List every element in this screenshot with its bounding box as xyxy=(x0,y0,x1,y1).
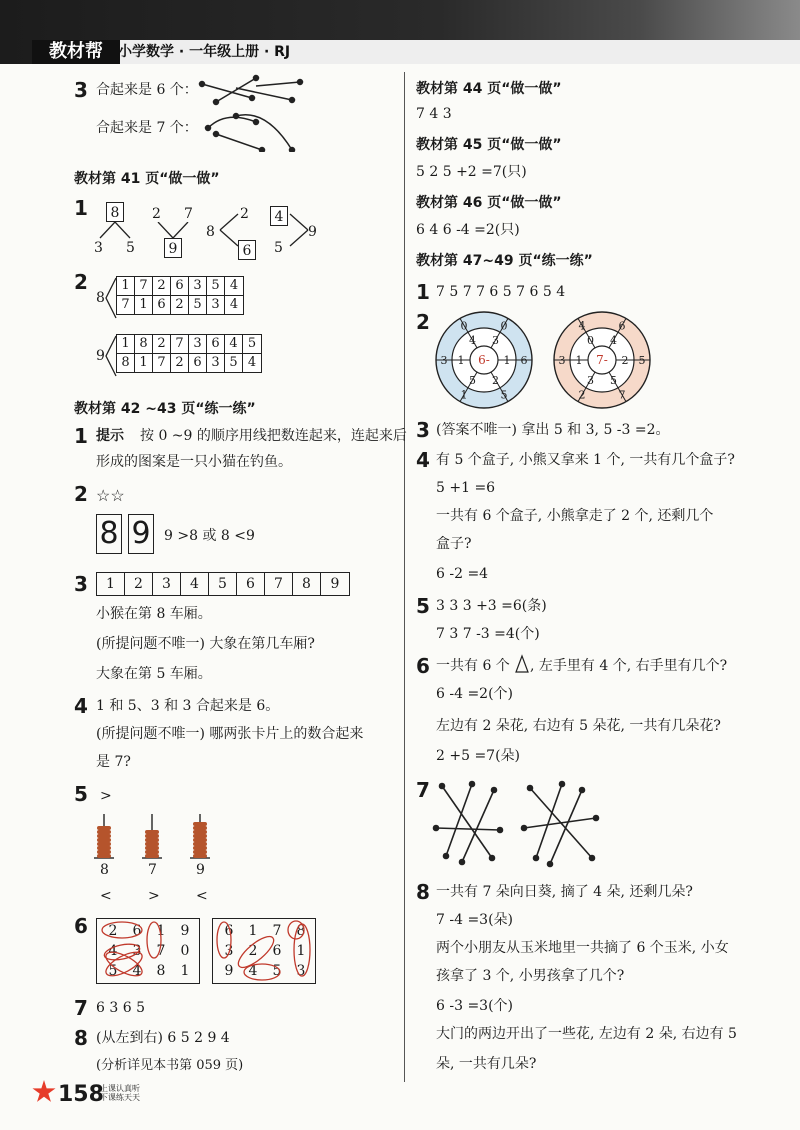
grid-cell: 7 xyxy=(156,943,166,959)
answer-text: 有 5 个盒子, 小熊又拿来 1 个, 一共有几个盒子? xyxy=(436,452,735,468)
crossing-lines-figure xyxy=(432,778,602,870)
grid-cell: 1 xyxy=(156,923,166,939)
answer-text: 朵, 一共有几朵? xyxy=(436,1056,537,1072)
answer-text: 小猴在第 8 车厢。 xyxy=(96,606,212,622)
table-cell: 2 xyxy=(153,277,171,295)
answer-text: 一共有 7 朵向日葵, 摘了 4 朵, 还剩几朵? xyxy=(436,884,693,900)
wheel-number: 4 xyxy=(578,319,586,333)
question-number: 7 xyxy=(416,778,430,802)
table-cell: 3 xyxy=(153,573,181,595)
answer-text: 6 -4 =2(个) xyxy=(436,686,514,702)
wheel-number: 1 xyxy=(575,354,583,367)
answer-text: 5 +1 =6 xyxy=(436,480,496,496)
question-number: 5 xyxy=(74,782,88,806)
wheel-number: 3 xyxy=(440,354,448,367)
table-cell: 1 xyxy=(117,277,135,295)
answer-text: 6 4 6 -4 =2(只) xyxy=(416,222,520,238)
grid-cell: 3 xyxy=(296,963,306,979)
wheel-number: 7 xyxy=(618,388,626,402)
wheel-number: 4 xyxy=(469,334,476,348)
comparison-sign: < xyxy=(196,888,208,904)
decomposition-table xyxy=(116,276,244,315)
table-cell: 2 xyxy=(125,573,153,595)
diagram-number: 9 xyxy=(308,224,317,240)
table-label: 8 xyxy=(96,290,105,306)
wheel-number: 2 xyxy=(492,373,499,387)
note-text: (分析详见本书第 059 页) xyxy=(96,1058,244,1073)
answer-text: (所提问题不唯一) 哪两张卡片上的数合起来 xyxy=(96,726,364,742)
diagram-number: 3 xyxy=(94,240,103,256)
table-cell: 2 xyxy=(153,335,171,353)
abacus-value: 7 xyxy=(148,862,157,878)
star-rating: ☆☆ xyxy=(96,486,125,505)
table-cell: 3 xyxy=(189,335,207,353)
abacus-value: 8 xyxy=(100,862,109,878)
table-cell: 6 xyxy=(153,296,171,314)
grid-cell: 8 xyxy=(156,963,166,979)
comparison-sign: < xyxy=(100,888,112,904)
table-cell: 5 xyxy=(247,336,257,351)
diagram-number: 5 xyxy=(274,240,283,256)
wheel-number: 5 xyxy=(500,388,508,402)
subtraction-wheel xyxy=(552,310,652,410)
table-cell: 6 xyxy=(171,277,189,295)
column-divider xyxy=(404,72,405,1082)
question-number: 6 xyxy=(74,914,88,938)
table-cell: 6 xyxy=(207,335,225,353)
table-cell: 7 xyxy=(135,277,153,295)
table-cell: 4 xyxy=(229,297,239,312)
section-title: 教材第 46 页“做一做” xyxy=(416,195,562,211)
question-number: 2 xyxy=(74,270,88,294)
page-number: 158 xyxy=(58,1082,104,1107)
table-cell: 1 xyxy=(117,335,135,353)
wheel-number: 5 xyxy=(610,373,617,387)
grid-cell: 1 xyxy=(180,963,190,979)
grid-cell: 6 xyxy=(132,923,142,939)
wheel-number: 0 xyxy=(460,319,468,333)
answer-text: 6 -3 =3(个) xyxy=(436,998,514,1014)
answer-text: 合起来是 6 个： xyxy=(96,82,198,98)
answer-text: 5 2 5 +2 =7(只) xyxy=(416,164,527,180)
diagram-box: 9 xyxy=(164,238,182,258)
answer-text: 合起来是 7 个： xyxy=(96,120,198,136)
table-cell: 7 xyxy=(117,296,135,314)
grid-cell: 7 xyxy=(272,923,282,939)
digit-card: 9 xyxy=(128,514,154,554)
comparison-sign: > xyxy=(148,888,160,904)
diagram-number: 7 xyxy=(184,206,193,222)
diagram-number: 2 xyxy=(240,206,249,222)
section-title: 教材第 41 页“做一做” xyxy=(74,171,220,187)
circled-pairs xyxy=(96,918,318,984)
wheel-number: 1 xyxy=(503,354,511,367)
answer-text: 两个小朋友从玉米地里一共摘了 6 个玉米, 小女 xyxy=(436,940,729,956)
grid-cell: 6 xyxy=(272,943,282,959)
subtraction-wheel xyxy=(434,310,534,410)
table-cell: 2 xyxy=(171,296,189,314)
question-number: 8 xyxy=(416,880,430,904)
grid-cell: 1 xyxy=(248,923,258,939)
table-cell: 8 xyxy=(117,354,135,372)
table-cell: 7 xyxy=(265,573,293,595)
wheel-number: 5 xyxy=(638,354,646,367)
diagram-box: 8 xyxy=(106,202,124,222)
matching-lines-figure xyxy=(196,72,306,152)
diagram-number: 2 xyxy=(152,206,161,222)
answer-text: 一共有 6 个 xyxy=(436,658,510,674)
question-number: 1 xyxy=(416,280,430,304)
table-cell: 6 xyxy=(237,573,265,595)
number-line xyxy=(96,572,350,596)
question-number: 4 xyxy=(416,448,430,472)
answer-text: 2 +5 =7(朵) xyxy=(436,748,521,764)
wheel-number: 2 xyxy=(578,388,586,402)
digit-card: 8 xyxy=(96,514,122,554)
wheel-number: 3 xyxy=(558,354,566,367)
table-cell: 4 xyxy=(229,278,239,293)
section-title: 教材第 44 页“做一做” xyxy=(416,81,562,97)
question-number: 7 xyxy=(74,996,88,1020)
table-cell: 5 xyxy=(225,354,243,372)
wheel-number: 2 xyxy=(621,354,629,367)
grid-cell: 4 xyxy=(132,963,142,979)
grid-cell: 5 xyxy=(108,963,118,979)
answer-text: 6 3 6 5 xyxy=(96,1000,145,1016)
diagram-box: 4 xyxy=(270,206,288,226)
abacus-figure xyxy=(92,812,222,860)
wheel-center-label: 6- xyxy=(478,353,490,367)
question-number: 3 xyxy=(74,78,88,102)
grid-cell: 3 xyxy=(224,943,234,959)
answer-text: , 左手里有 4 个, 右手里有几个? xyxy=(530,658,728,674)
table-cell: 1 xyxy=(135,296,153,314)
question-number: 4 xyxy=(74,694,88,718)
grid-cell: 5 xyxy=(272,963,282,979)
question-number: 1 xyxy=(74,196,88,220)
table-cell: 8 xyxy=(293,573,321,595)
question-number: 8 xyxy=(74,1026,88,1050)
answer-text: 7 -4 =3(朵) xyxy=(436,912,514,928)
grid-cell: 9 xyxy=(180,923,190,939)
table-cell: 2 xyxy=(171,354,189,372)
answer-text: 一共有 6 个盒子, 小熊拿走了 2 个, 还剩几个 xyxy=(436,508,714,524)
section-title: 教材第 42 ~43 页“练一练” xyxy=(74,401,256,417)
table-cell: 5 xyxy=(189,296,207,314)
table-cell: 4 xyxy=(225,335,243,353)
star-logo-icon xyxy=(32,1080,56,1104)
diagram-number: 5 xyxy=(126,240,135,256)
question-number: 3 xyxy=(416,418,430,442)
table-cell: 6 xyxy=(189,354,207,372)
brand-label: 教材帮 xyxy=(32,40,120,64)
answer-text: 盒子? xyxy=(436,536,472,552)
grid-cell: 9 xyxy=(224,963,234,979)
grid-cell: 1 xyxy=(296,943,306,959)
question-number: 2 xyxy=(74,482,88,506)
diagram-box: 6 xyxy=(238,240,256,260)
table-label: 9 xyxy=(96,348,105,364)
wheel-center-label: 7- xyxy=(596,353,608,367)
wheel-number: 5 xyxy=(469,373,476,387)
answer-text: 孩拿了 3 个, 小男孩拿了几个? xyxy=(436,968,625,984)
wheel-number: 4 xyxy=(610,334,617,348)
diagram-number: 8 xyxy=(206,224,215,240)
table-cell: 7 xyxy=(171,335,189,353)
section-title: 教材第 47~49 页“练一练” xyxy=(416,253,593,269)
table-cell: 5 xyxy=(209,573,237,595)
table-cell: 3 xyxy=(189,277,207,295)
answer-text: 大象在第 5 车厢。 xyxy=(96,666,212,682)
grid-cell: 2 xyxy=(248,943,258,959)
table-cell: 3 xyxy=(207,354,225,372)
answer-text: (从左到右) 6 5 2 9 4 xyxy=(96,1030,230,1046)
wheel-number: 1 xyxy=(457,354,465,367)
question-number: 1 xyxy=(74,424,88,448)
answer-text: 7 5 7 7 6 5 7 6 5 4 xyxy=(436,284,566,300)
answer-text: 7 4 3 xyxy=(416,106,452,122)
answer-text: (所提问题不唯一) 大象在第几车厢? xyxy=(96,636,315,652)
answer-text: 大门的两边开出了一些花, 左边有 2 朵, 右边有 5 xyxy=(436,1026,737,1042)
hint-label: 提示 xyxy=(96,428,124,444)
answer-text: 按 0 ~9 的顺序用线把数连起来，连起来后 xyxy=(140,428,407,444)
table-cell: 8 xyxy=(135,335,153,353)
grid-cell: 8 xyxy=(296,923,306,939)
answer-text: 7 3 7 -3 =4(个) xyxy=(436,626,540,642)
table-cell: 5 xyxy=(207,277,225,295)
grid-cell: 2 xyxy=(108,923,118,939)
answer-text: 形成的图案是一只小猫在钓鱼。 xyxy=(96,454,292,470)
answer-text: 3 3 3 +3 =6(条) xyxy=(436,598,547,614)
grid-cell: 3 xyxy=(132,943,142,959)
answer-text: 6 -2 =4 xyxy=(436,566,489,582)
question-number: 6 xyxy=(416,654,430,678)
wheel-number: 6 xyxy=(520,354,528,367)
wheel-number: 0 xyxy=(500,319,508,333)
wheel-number: 1 xyxy=(460,388,468,402)
grid-cell: 0 xyxy=(180,943,190,959)
question-number: 5 xyxy=(416,594,430,618)
table-cell: 4 xyxy=(247,355,257,370)
answer-text: 是 7? xyxy=(96,754,131,770)
answer-text: 1 和 5、3 和 3 合起来是 6。 xyxy=(96,698,280,714)
section-title: 教材第 45 页“做一做” xyxy=(416,137,562,153)
table-cell: 9 xyxy=(330,576,340,592)
comparison-sign: > xyxy=(100,788,112,804)
answer-text: (答案不唯一) 拿出 5 和 3, 5 -3 =2。 xyxy=(436,422,670,438)
table-cell: 7 xyxy=(153,354,171,372)
wheel-number: 6 xyxy=(618,319,626,333)
question-number: 3 xyxy=(74,572,88,596)
question-number: 2 xyxy=(416,310,430,334)
grid-cell: 4 xyxy=(108,943,118,959)
table-cell: 3 xyxy=(207,296,225,314)
decomposition-table xyxy=(116,334,262,373)
table-cell: 1 xyxy=(135,354,153,372)
answer-text: 9 >8 或 8 <9 xyxy=(164,528,255,544)
footer-slogan: 上课认真听 下课练天天 xyxy=(100,1084,140,1102)
wheel-number: 0 xyxy=(587,334,594,348)
wheel-number: 3 xyxy=(587,373,594,387)
table-cell: 4 xyxy=(181,573,209,595)
book-title: 小学数学 · 一年级上册 · RJ xyxy=(118,44,291,60)
grid-cell: 6 xyxy=(224,923,234,939)
answer-text: 左边有 2 朵花, 右边有 5 朵花, 一共有几朵花? xyxy=(436,718,721,734)
table-cell: 1 xyxy=(97,573,125,595)
abacus-value: 9 xyxy=(196,862,205,878)
grid-cell: 4 xyxy=(248,963,258,979)
cone-icon xyxy=(514,654,530,674)
wheel-number: 3 xyxy=(492,334,499,348)
